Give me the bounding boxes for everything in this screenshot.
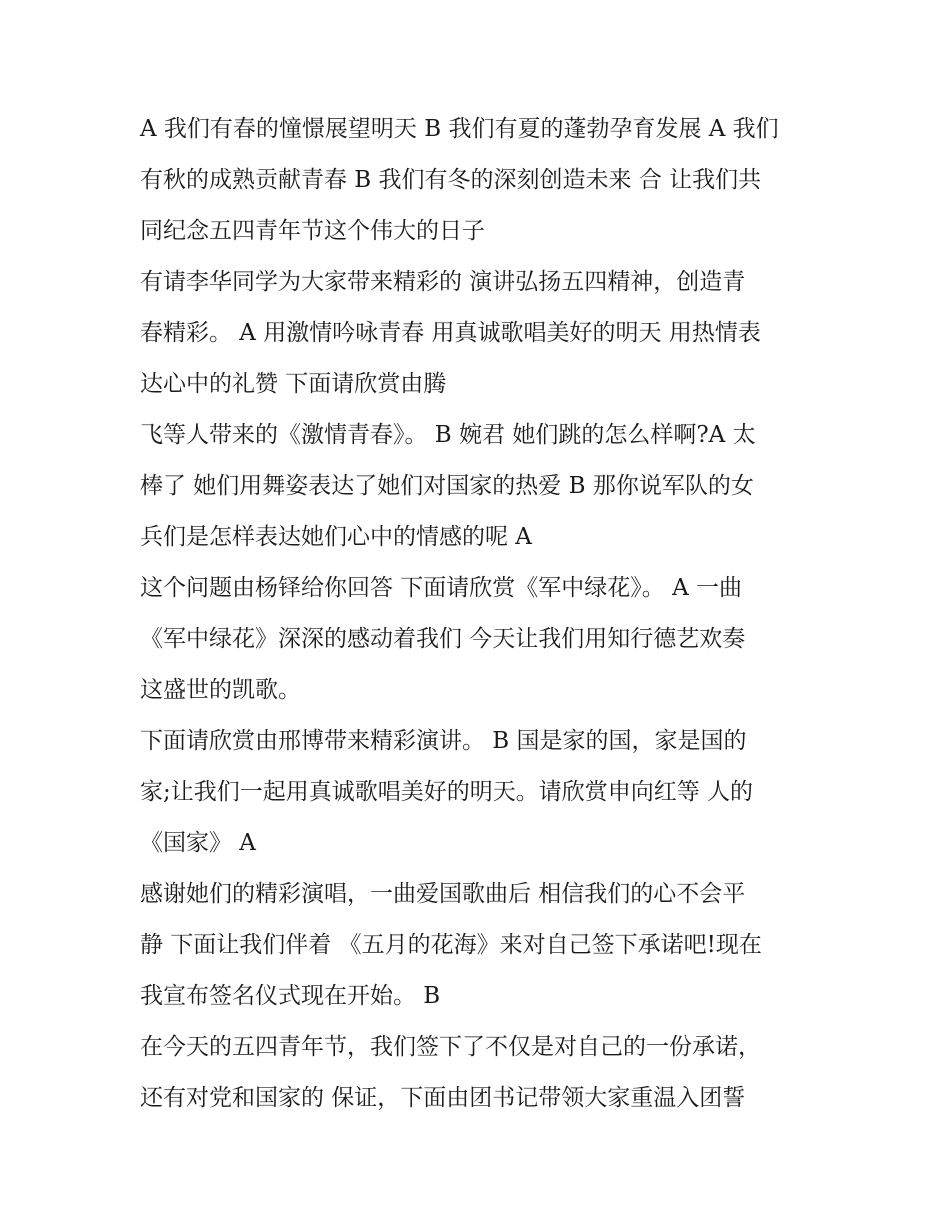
text-line: 家;让我们一起用真诚歌唱美好的明天。请欣赏申向红等 人的 [140,779,754,805]
text-line: 在今天的五四青年节，我们签下了不仅是对自己的一份承诺， [140,1034,761,1060]
text-line: 有请李华同学为大家带来精彩的 演讲弘扬五四精神，创造青 [140,269,746,295]
paragraph-2 [140,257,820,410]
text-line: 这盛世的凯歌。 [140,677,301,703]
paragraph-5 [140,716,820,869]
paragraph-3 [140,410,820,563]
paragraph-1 [140,104,820,257]
paragraph-7 [140,1022,820,1124]
text-line: 达心中的礼赞 下面请欣赏由腾 [140,371,447,397]
text-line: 还有对党和国家的 保证，下面由团书记带领大家重温入团誓 [140,1085,746,1111]
text-line: 有秋的成熟贡献青春 B 我们有冬的深刻创造未来 合 让我们共 [140,167,762,193]
text-line: 《军中绿花》深深的感动着我们 今天让我们用知行德艺欢奏 [140,626,746,652]
text-line: 飞等人带来的《激情青春》。 B 婉君 她们跳的怎么样啊?A 太 [140,422,756,448]
text-line: 静 下面让我们伴着 《五月的花海》来对自己签下承诺吧!现在 [140,932,762,958]
text-line: 同纪念五四青年节这个伟大的日子 [140,218,485,244]
paragraph-4 [140,563,820,716]
text-line: A 我们有春的憧憬展望明天 B 我们有夏的蓬勃孕育发展 A 我们 [140,116,779,142]
text-line: 感谢她们的精彩演唱，一曲爱国歌曲后 相信我们的心不会平 [140,881,746,907]
document-body [140,104,820,1124]
text-line: 这个问题由杨铎给你回答 下面请欣赏《军中绿花》。 A 一曲 [140,575,743,601]
paragraph-6 [140,869,820,1022]
text-line: 《国家》 A [140,830,256,856]
text-line: 下面请欣赏由邢博带来精彩演讲。 B 国是家的国，家是国的 [140,728,747,754]
text-line: 兵们是怎样表达她们心中的情感的呢 A [140,524,532,550]
text-line: 我宣布签名仪式现在开始。 B [140,983,441,1009]
text-line: 棒了 她们用舞姿表达了她们对国家的热爱 B 那你说军队的女 [140,473,754,499]
text-line: 春精彩。 A 用激情吟咏青春 用真诚歌唱美好的明天 用热情表 [140,320,761,346]
